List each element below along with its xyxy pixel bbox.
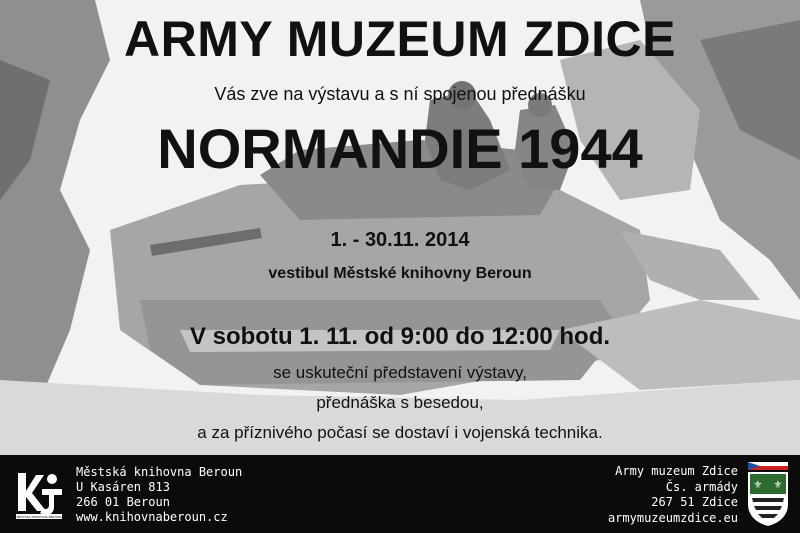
program-line: přednáška s besedou, [316, 393, 484, 412]
event-dates: 1. - 30.11. 2014 [330, 229, 470, 251]
library-name: Městská knihovna Beroun [76, 465, 243, 479]
svg-text:⚜: ⚜ [753, 480, 763, 491]
museum-name: Army muzeum Zdice [615, 464, 738, 478]
svg-text:⚜: ⚜ [773, 480, 783, 491]
footer [0, 455, 800, 533]
poster-title: ARMY MUZEUM ZDICE [123, 11, 676, 67]
museum-city: 267 51 Zdice [651, 495, 738, 509]
museum-street: Čs. armády [665, 479, 738, 494]
library-street: U Kasáren 813 [76, 480, 170, 494]
library-logo-icon [12, 467, 66, 521]
event-title: NORMANDIE 1944 [157, 117, 643, 180]
library-contact [76, 465, 242, 525]
museum-crest-icon [746, 460, 790, 528]
library-website-link[interactable]: www.knihovnaberoun.cz [76, 510, 228, 524]
program-line: a za příznivého počasí se dostaví i vojenská technika. [197, 423, 603, 442]
library-city: 266 01 Beroun [76, 495, 170, 509]
event-venue: vestibul Městské knihovny Beroun [268, 265, 532, 282]
library-logo-text: MĚSTSKÁ KNIHOVNA BEROUN [16, 515, 62, 519]
museum-contact [608, 464, 738, 526]
museum-website-link[interactable]: armymuzeumzdice.eu [607, 510, 738, 525]
saturday-program-heading: V sobotu 1. 11. od 9:00 do 12:00 hod. [189, 323, 611, 350]
invitation-text: Vás zve na výstavu a s ní spojenou přednášku [214, 84, 586, 104]
program-line: se uskuteční představení výstavy, [273, 363, 527, 382]
